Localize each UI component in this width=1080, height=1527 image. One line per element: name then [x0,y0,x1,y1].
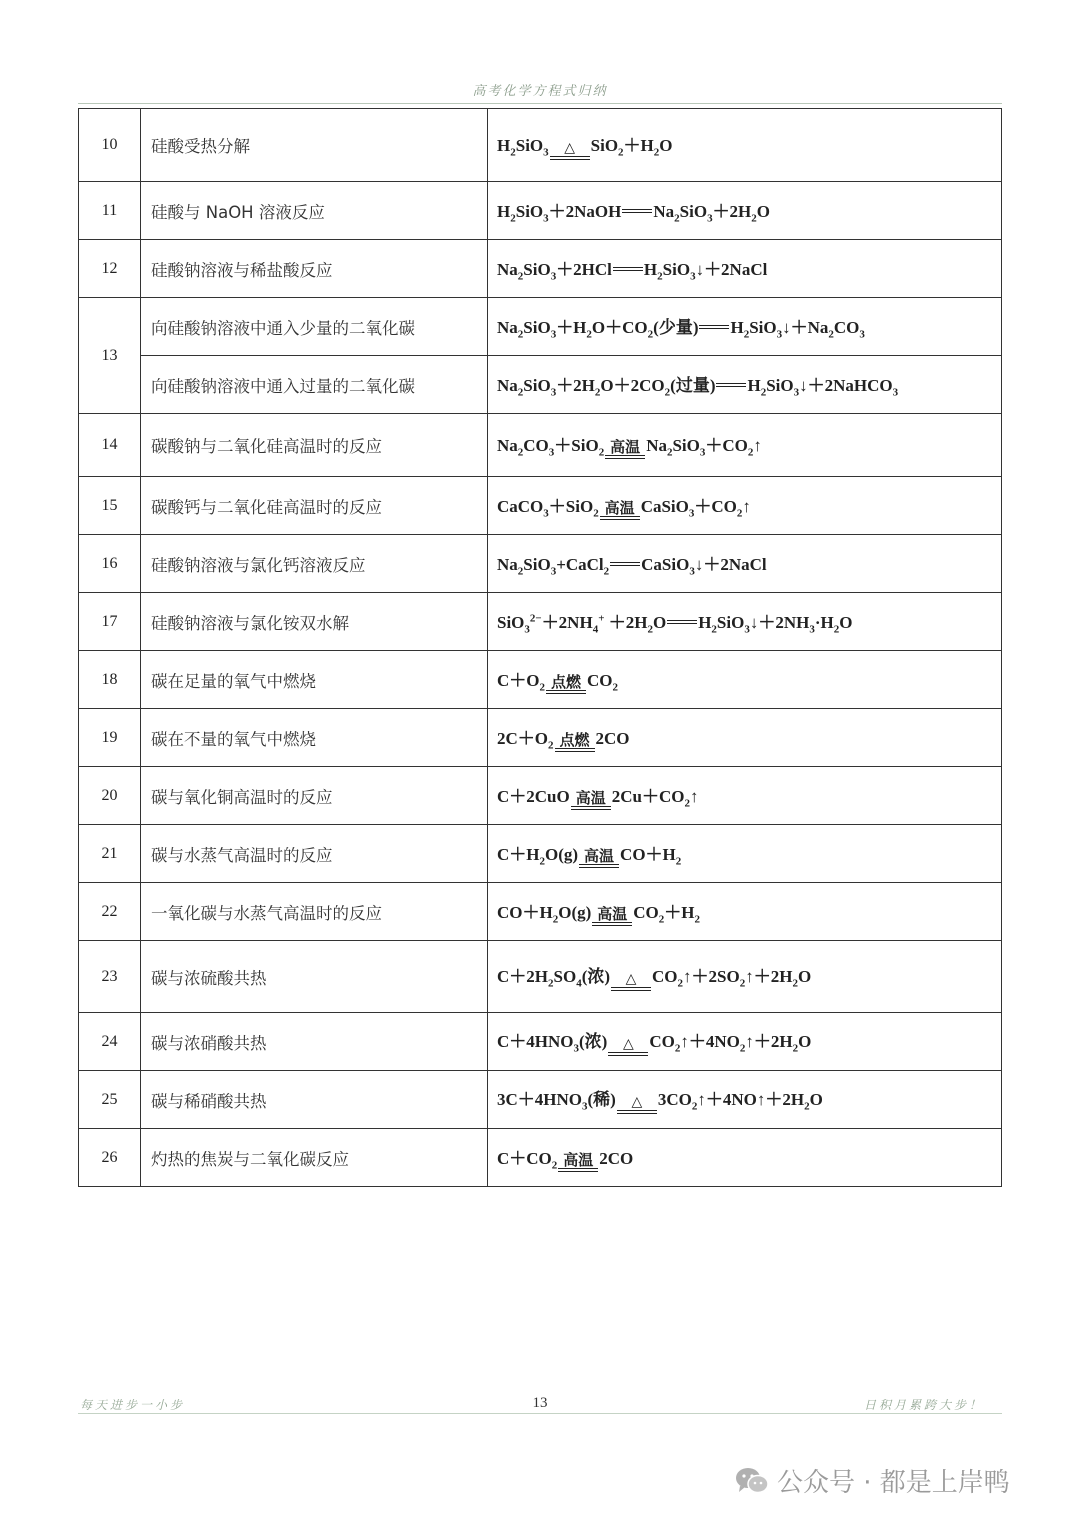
row-number: 11 [79,182,141,240]
formula-text: SiO [716,612,745,632]
reaction-description: 灼热的焦炭与二氧化碳反应 [141,1129,488,1187]
subscript: 4 [576,977,582,990]
condition-label: △ [622,1036,634,1052]
subscript: 3 [707,212,713,225]
subscript: 2 [593,506,599,519]
footer-motto-right: 日积月累跨大步！ [863,1398,984,1412]
reaction-equals [716,382,746,387]
table-row [79,941,1002,1013]
formula-text: ↓＋2NaHCO [799,375,893,395]
subscript: 2 [548,977,554,990]
formula-text: Na [497,436,518,455]
footer-divider [78,1413,1002,1414]
condition-label: 高温 [575,788,606,807]
reaction-condition [550,140,590,160]
formula-text: H [730,317,744,337]
reaction-equals [667,619,697,624]
condition-label: △ [564,139,576,156]
chemical-equation [488,240,1002,298]
formula-text: H [747,375,761,395]
row-number: 12 [79,240,141,298]
subscript: 2 [658,912,665,925]
reaction-condition [558,1152,598,1172]
condition-label: 高温 [604,498,635,517]
formula-text: ↑＋4NO [680,1032,740,1051]
formula-text: SiO [523,259,551,279]
row-number: 26 [79,1129,141,1187]
subscript: 2 [743,328,750,341]
table-row [79,1129,1002,1187]
formula-text: (浓) [581,967,611,986]
formula-text: CO [833,317,860,337]
superscript: 2− [529,612,542,625]
formula-text: ＋H [623,135,654,155]
formula-text: ＋2H [556,375,595,395]
formula-text: CaSiO [640,496,689,516]
formula-text: O [797,967,812,986]
condition-label: 高温 [584,846,615,865]
double-line [617,1110,657,1114]
subscript: 3 [688,506,695,519]
formula-text: 3CO [657,1090,692,1109]
double-line [611,987,651,991]
subscript: 2 [551,1158,558,1171]
watermark [735,1462,1010,1499]
subscript: 2 [552,912,559,925]
running-header: 高考化学方程式归纳 [472,84,608,99]
chemical-equation [488,298,1002,356]
formula-text: ＋SiO [554,436,599,455]
table-row [79,535,1002,593]
formula-text: ＋CO [694,496,737,516]
subscript: 3 [859,328,865,341]
chemical-equation [488,593,1002,651]
subscript: 3 [550,270,557,283]
reaction-description: 硅酸钠溶液与稀盐酸反应 [141,240,488,298]
chemical-equation [488,182,1002,240]
subscript: 3 [793,386,800,399]
table-row [79,1013,1002,1071]
reaction-description: 碳与浓硝酸共热 [141,1013,488,1071]
subscript: 3 [809,623,815,636]
formula-text: O＋2CO [600,375,665,395]
subscript: 2 [711,623,717,636]
formula-text: ↑ [742,496,751,516]
condition-label: △ [631,1094,643,1110]
formula-text: CO [523,436,549,455]
row-number: 15 [79,477,141,535]
subscript: 2 [510,145,516,158]
formula-text: O [809,1090,823,1109]
reaction-description: 碳在足量的氧气中燃烧 [141,651,488,709]
subscript: 2 [510,212,516,225]
formula-text: Na [497,259,518,279]
subscript: 2 [517,328,524,341]
row-number: 22 [79,883,141,941]
table-row [79,1071,1002,1129]
formula-text: O(g) [558,902,592,922]
formula-text: CaCO [497,496,544,516]
formula-text: ↑＋2H [745,1032,793,1051]
chemical-equation [488,477,1002,535]
subscript: 2 [804,1100,810,1113]
formula-text: 2Cu＋CO [611,786,685,806]
formula-text: CO＋H [620,844,676,864]
formula-text: Na [653,201,675,221]
reaction-condition [617,1094,657,1114]
formula-text: CO [587,670,613,690]
double-line [579,864,619,868]
reaction-condition [608,1036,648,1056]
formula-text: H [698,612,712,632]
chemical-equation [488,709,1002,767]
subscript: 2 [548,738,554,751]
formula-text: (少量) [653,317,699,337]
table-row [79,240,1002,298]
reaction-condition [605,439,645,459]
subscript: 2 [691,1100,698,1113]
reaction-description: 向硅酸钠溶液中通入少量的二氧化碳 [141,298,488,356]
formula-text: O [798,1032,812,1051]
formula-text: SiO [749,317,777,337]
table-row [79,767,1002,825]
reaction-condition [555,732,595,752]
row-number: 23 [79,941,141,1013]
chemical-equation [488,767,1002,825]
subscript: 2 [594,386,601,399]
reaction-description: 碳酸钠与二氧化硅高温时的反应 [141,414,488,477]
chemical-equation [488,651,1002,709]
row-number: 10 [79,109,141,182]
table-row [79,298,1002,356]
subscript: 4 [592,623,599,636]
formula-text: ↓＋Na [782,317,829,337]
double-line [558,1168,598,1172]
double-line [592,922,632,926]
subscript: 3 [689,565,695,578]
formula-text: 2CO [599,1148,634,1168]
formula-text: C＋CO [497,1148,552,1168]
subscript: 2 [833,623,840,636]
chemical-equation [488,535,1002,593]
table-row [79,356,1002,414]
formula-text: CO [649,1032,675,1051]
chemical-equation [488,1071,1002,1129]
formula-text: SiO [523,375,551,395]
subscript: 2 [828,328,834,341]
formula-text: ＋H [664,902,695,922]
row-number: 14 [79,414,141,477]
reaction-condition [611,971,651,991]
table-row [79,883,1002,941]
formula-text: ＋CO [705,436,748,455]
formula-text: Na [646,436,667,455]
formula-text: ↑ [689,786,699,806]
formula-text: SiO [590,135,619,155]
subscript: 2 [586,328,592,341]
row-number: 25 [79,1071,141,1129]
double-line [550,156,590,160]
reaction-equals [610,561,640,566]
subscript: 2 [739,1042,746,1055]
reaction-description: 碳与水蒸气高温时的反应 [141,825,488,883]
reaction-condition [592,906,632,926]
reaction-description: 硅酸钠溶液与氯化钙溶液反应 [141,535,488,593]
formula-text: ＋H [556,317,587,337]
subscript: 3 [550,386,557,399]
subscript: 2 [647,328,654,341]
subscript: 3 [550,328,557,341]
footer-motto-left: 每天进步一小步 [80,1398,186,1412]
formula-text: ↑＋2SO [683,967,740,986]
row-number: 19 [79,709,141,767]
formula-text: (浓) [579,1032,608,1051]
table-row [79,182,1002,240]
formula-text: O [659,135,673,155]
subscript: 2 [653,145,660,158]
formula-text: SiO [515,135,544,155]
subscript: 2 [657,270,663,283]
formula-text: ↓＋2NH [749,612,810,632]
reaction-condition [546,674,586,694]
subscript: 2 [612,680,618,693]
formula-text: Na [497,554,518,574]
formula-text: +CaCl [556,554,604,574]
subscript: 2 [792,977,798,990]
formula-text: CO＋H [497,902,553,922]
double-line [571,806,611,810]
condition-label: 高温 [563,1150,594,1169]
subscript: 3 [699,446,706,459]
subscript: 2 [747,446,754,459]
reaction-description: 硅酸钠溶液与氯化铵双水解 [141,593,488,651]
superscript: + [598,612,605,625]
equation-table [78,108,1002,1187]
formula-text: SiO [672,436,700,455]
subscript: 2 [517,386,524,399]
formula-text: SiO [523,554,551,574]
condition-label: 点燃 [559,730,590,749]
subscript: 2 [675,854,682,867]
reaction-description: 碳与氧化铜高温时的反应 [141,767,488,825]
table-row [79,414,1002,477]
header-divider [78,103,1002,104]
reaction-equals [613,266,643,271]
row-number: 20 [79,767,141,825]
formula-text: ＋2H [712,201,752,221]
subscript: 2 [694,912,701,925]
reaction-description: 碳在不量的氧气中燃烧 [141,709,488,767]
formula-text: ＋SiO [548,496,594,516]
subscript: 3 [744,623,750,636]
subscript: 3 [892,386,899,399]
row-number: 24 [79,1013,141,1071]
formula-text: O [839,612,853,632]
subscript: 2 [666,446,673,459]
formula-text: Na [497,317,518,337]
subscript: 3 [573,1042,579,1055]
table-row [79,651,1002,709]
reaction-description: 硅酸受热分解 [141,109,488,182]
subscript: 2 [674,212,680,225]
chemical-equation [488,356,1002,414]
formula-text: O(g) [545,844,579,864]
double-line [605,455,645,459]
watermark-text: 公众号 · 都是上岸鸭 [777,1468,1010,1498]
subscript: 2 [539,854,545,867]
chemical-equation [488,109,1002,182]
subscript: 2 [684,796,690,809]
subscript: 2 [736,506,743,519]
formula-text: SiO [515,201,544,221]
formula-text: Na [497,375,518,395]
formula-text: O＋CO [591,317,648,337]
chemical-equation [488,941,1002,1013]
formula-text: 3C＋4HNO [497,1090,582,1109]
reaction-condition [600,500,640,520]
row-number: 17 [79,593,141,651]
condition-label: △ [625,971,637,987]
subscript: 3 [550,565,557,578]
reaction-description: 碳酸钙与二氧化硅高温时的反应 [141,477,488,535]
formula-text: ＋2HCl [556,259,612,279]
subscript: 2 [618,145,624,158]
chemical-equation [488,883,1002,941]
formula-text: SiO [679,201,708,221]
chemical-equation [488,1013,1002,1071]
table-row [79,109,1002,182]
formula-text: C＋2CuO [497,786,570,806]
subscript: 2 [539,680,545,693]
table-row [79,593,1002,651]
subscript: 3 [524,623,530,636]
double-line [600,516,640,520]
formula-text: 2C＋O [497,728,548,748]
double-line [608,1052,648,1056]
formula-text: 2CO [595,728,630,748]
subscript: 2 [760,386,767,399]
formula-text: SiO [523,317,551,337]
reaction-condition [571,790,611,810]
row-number: 18 [79,651,141,709]
subscript: 2 [647,623,653,636]
condition-label: 点燃 [550,672,581,691]
formula-text: C＋H [497,844,540,864]
page-number: 13 [532,1395,548,1411]
subscript: 3 [776,328,783,341]
subscript: 3 [548,446,555,459]
formula-text: ＋2NaOH [548,201,622,221]
formula-text: ＋2H [604,612,648,632]
subscript: 3 [690,270,696,283]
formula-text: SO [553,967,577,986]
subscript: 3 [543,212,549,225]
table-row [79,709,1002,767]
formula-text: H [497,201,511,221]
subscript: 2 [739,977,746,990]
formula-text: ↑ [753,436,762,455]
formula-text: CO [652,967,678,986]
formula-text: C＋4HNO [497,1032,574,1051]
subscript: 2 [517,565,524,578]
subscript: 3 [543,145,549,158]
formula-text: SiO [497,612,525,632]
formula-text: ＋2NH [541,612,593,632]
subscript: 2 [674,1042,681,1055]
double-line [546,690,586,694]
subscript: 2 [598,446,605,459]
formula-text: ↑＋4NO↑＋2H [697,1090,805,1109]
subscript: 2 [517,270,524,283]
formula-text: H [497,135,511,155]
reaction-equals [699,324,729,329]
subscript: 2 [792,1042,799,1055]
formula-text: H [643,259,658,279]
row-number: 21 [79,825,141,883]
subscript: 3 [543,506,549,519]
reaction-description: 硅酸与 NaOH 溶液反应 [141,182,488,240]
reaction-description: 一氧化碳与水蒸气高温时的反应 [141,883,488,941]
table-row [79,477,1002,535]
chemical-equation [488,1129,1002,1187]
formula-text: CO [633,902,659,922]
chemical-equation [488,414,1002,477]
subscript: 2 [751,212,757,225]
formula-text: ↑＋2H [745,967,793,986]
formula-text: CaSiO [641,554,690,574]
subscript: 2 [517,446,524,459]
subscript: 2 [677,977,684,990]
formula-text: (稀) [587,1090,616,1109]
chemical-equation [488,825,1002,883]
formula-text: ↓＋2NaCl [694,554,767,574]
row-number: 13 [79,298,141,414]
formula-text: ↓＋2NaCl [695,259,768,279]
condition-label: 高温 [597,904,628,923]
wechat-icon [735,1467,769,1495]
formula-text: C＋O [497,670,540,690]
formula-text: SiO [662,259,691,279]
table-row [79,825,1002,883]
reaction-description: 碳与浓硫酸共热 [141,941,488,1013]
subscript: 3 [582,1100,588,1113]
subscript: 2 [603,565,610,578]
formula-text: C＋2H [497,967,548,986]
formula-text: O [652,612,667,632]
reaction-description: 向硅酸钠溶液中通入过量的二氧化碳 [141,356,488,414]
reaction-description: 碳与稀硝酸共热 [141,1071,488,1129]
reaction-equals [622,208,652,213]
reaction-condition [579,848,619,868]
formula-text: ·H [814,612,834,632]
condition-label: 高温 [610,438,641,456]
formula-text: (过量) [670,375,716,395]
formula-text: SiO [766,375,794,395]
double-line [555,748,595,752]
formula-text: O [756,201,771,221]
subscript: 2 [664,386,671,399]
row-number: 16 [79,535,141,593]
